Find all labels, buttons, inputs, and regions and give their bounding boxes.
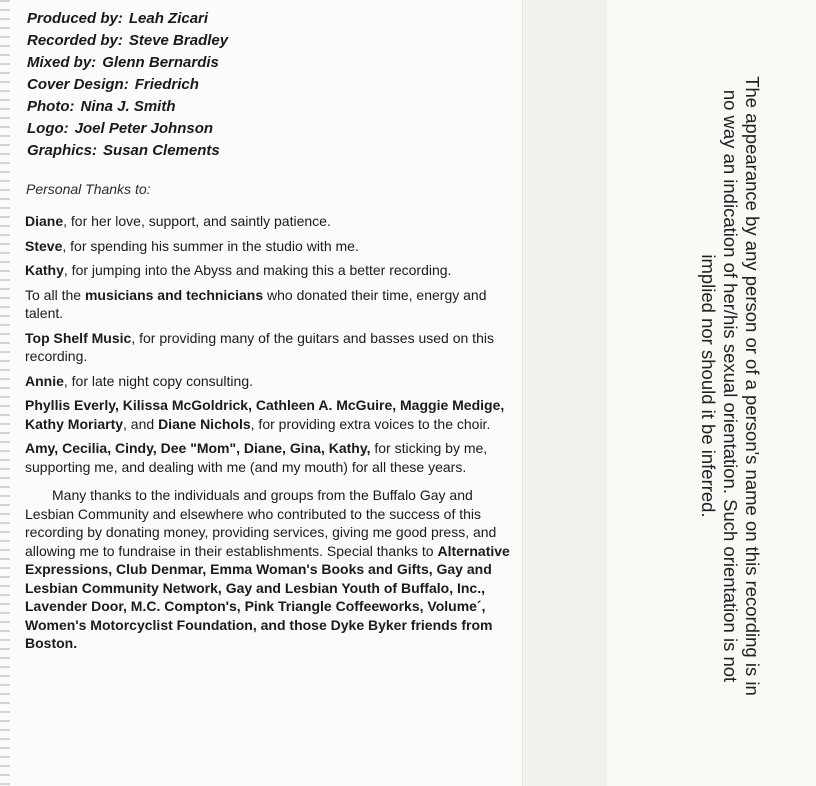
thanks-friends: Amy, Cecilia, Cindy, Dee "Mom", Diane, Gina, Kathy, for sticking by me, supporting me, and dealing with me (and my mouth) for all these years. bbox=[25, 440, 488, 475]
disclaimer-block bbox=[680, 66, 780, 706]
credit-recorder: Recorded by: Steve Bradley bbox=[27, 32, 229, 49]
credit-graphics: Graphics: Susan Clements bbox=[27, 142, 220, 159]
thanks-diane: Diane, for her love, support, and saintly patience. bbox=[25, 213, 331, 229]
thanks-top-shelf: Top Shelf Music, for providing many of the guitars and basses used on this recording. bbox=[25, 329, 494, 364]
thanks-heading: Personal Thanks to: bbox=[26, 181, 151, 197]
orientation-disclaimer: The appearance by any person or of a person's name on this recording is in no way an indication of her/his sexual orientation. Such orientation is not implied nor should it be inferred. bbox=[698, 76, 763, 696]
credit-cover-design: Cover Design: Friedrich bbox=[27, 76, 199, 93]
perforation-edge bbox=[0, 0, 10, 786]
thanks-kathy: Kathy, for jumping into the Abyss and making this a better recording. bbox=[25, 262, 452, 278]
thanks-list bbox=[25, 212, 517, 659]
spine-fold-panel bbox=[522, 0, 608, 786]
thanks-community: Many thanks to the individuals and groups from the Buffalo Gay and Lesbian Community and elsewhere who contributed to the success of this recording by donating money, providing services, giving me good press, and allowing me to fundraise in their establishments. Special thanks to Alternative Expressions, Club Denmar, Emma Woman's Books and Gifts, Gay and Lesbian Community Network, Gay and Lesbian Youth of Buffalo, Inc., Lavender Door, M.C. Compton's, Pink Triangle Coffeeworks, Volume´, Women's Motorcyclist Foundation, and those Dyke Byker friends from Boston. bbox=[25, 487, 510, 651]
thanks-musicians: To all the musicians and technicians who donated their time, energy and talent. bbox=[25, 286, 487, 321]
credit-producer: Produced by: Leah Zicari bbox=[27, 10, 209, 27]
credit-photo: Photo: Nina J. Smith bbox=[27, 98, 176, 115]
credit-logo: Logo: Joel Peter Johnson bbox=[27, 120, 214, 137]
credits-list bbox=[27, 8, 507, 162]
thanks-annie: Annie, for late night copy consulting. bbox=[25, 372, 253, 389]
credit-mixer: Mixed by: Glenn Bernardis bbox=[27, 54, 219, 71]
thanks-steve: Steve, for spending his summer in the studio with me. bbox=[25, 237, 359, 254]
thanks-choir: Phyllis Everly, Kilissa McGoldrick, Cathleen A. McGuire, Maggie Medige, Kathy Moriarty, and Diane Nichols, for providing extra voices to the choir. bbox=[25, 397, 505, 432]
